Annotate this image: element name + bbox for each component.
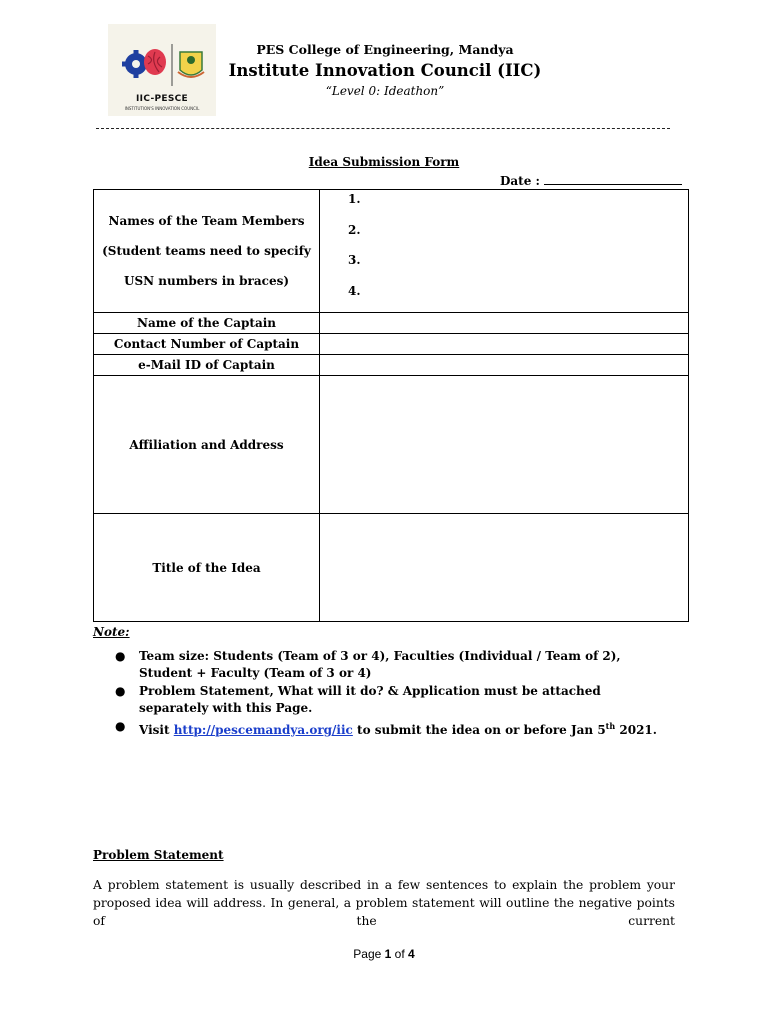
list-item xyxy=(93,648,673,682)
captain-name-field[interactable] xyxy=(320,313,689,334)
member-number: 2. xyxy=(348,222,361,237)
iic-pesce-logo xyxy=(108,24,216,116)
date-label: Date : xyxy=(500,174,540,188)
note-text-middle: to submit the idea on or before Jan 5 xyxy=(352,723,606,737)
logo-caption: IIC-PESCE xyxy=(136,94,188,104)
note-text-suffix: 2021. xyxy=(615,723,657,737)
member-number: 1. xyxy=(348,192,361,206)
team-members-label-line: USN numbers in braces) xyxy=(123,274,290,288)
table-row xyxy=(94,514,689,622)
idea-title-field[interactable] xyxy=(320,514,689,622)
note-text-sup: th xyxy=(605,721,616,731)
notes-list xyxy=(93,648,673,740)
idea-title-label: Title of the Idea xyxy=(94,514,320,622)
captain-contact-label: Contact Number of Captain xyxy=(94,334,320,355)
page-current: 1 xyxy=(384,947,392,961)
of-word: of xyxy=(394,947,405,961)
team-members-field[interactable] xyxy=(320,190,689,313)
date-field[interactable] xyxy=(500,172,682,188)
college-crest-icon xyxy=(178,52,204,77)
table-row xyxy=(94,376,689,514)
table-row xyxy=(94,355,689,376)
affiliation-label: Affiliation and Address xyxy=(94,376,320,514)
team-members-label-line: (Student teams need to specify xyxy=(102,244,311,258)
event-level: “Level 0: Ideathon” xyxy=(325,84,445,98)
note-text: Team size: Students (Team of 3 or 4), Faculties (Individual / Team of 2), Student + Faculty (Team of 3 or 4) xyxy=(139,649,621,680)
date-blank[interactable] xyxy=(544,172,682,185)
bullet-icon: ● xyxy=(115,684,126,698)
problem-statement-body: A problem statement is usually described in a few sentences to explain the problem your proposed idea will address. In general, a problem statement will outline the negative points of the current xyxy=(93,878,675,928)
note-text: Problem Statement, What will it do? & Application must be attached separately with this Page. xyxy=(139,684,601,715)
idea-submission-table xyxy=(93,189,689,622)
header-divider xyxy=(96,128,670,129)
captain-email-field[interactable] xyxy=(320,355,689,376)
page-word: Page xyxy=(353,947,382,961)
team-members-label-line: Names of the Team Members xyxy=(108,214,305,228)
list-item xyxy=(93,718,673,739)
member-number: 4. xyxy=(348,283,361,298)
bullet-icon: ● xyxy=(115,719,126,733)
captain-name-label: Name of the Captain xyxy=(94,313,320,334)
table-row xyxy=(94,190,689,313)
table-row xyxy=(94,334,689,355)
college-name: PES College of Engineering, Mandya xyxy=(256,42,514,57)
bullet-icon: ● xyxy=(115,649,126,663)
captain-contact-field[interactable] xyxy=(320,334,689,355)
table-row xyxy=(94,313,689,334)
page-total: 4 xyxy=(408,947,415,961)
council-name: Institute Innovation Council (IIC) xyxy=(228,61,542,80)
note-text-prefix: Visit xyxy=(139,723,174,737)
page-footer xyxy=(0,947,768,961)
brain-icon xyxy=(144,49,166,75)
captain-email-label: e-Mail ID of Captain xyxy=(94,355,320,376)
logo-subcaption: INSTITUTION'S INNOVATION COUNCIL xyxy=(124,106,200,111)
submission-link[interactable]: http://pescemandya.org/iic xyxy=(173,723,353,737)
team-members-label xyxy=(94,190,320,313)
affiliation-field[interactable] xyxy=(320,376,689,514)
member-number: 3. xyxy=(348,253,361,267)
form-title: Idea Submission Form xyxy=(308,155,460,169)
problem-statement-title: Problem Statement xyxy=(93,848,224,862)
list-item xyxy=(93,683,673,717)
note-title: Note: xyxy=(93,625,130,639)
logo-emblem-icon xyxy=(108,24,216,94)
